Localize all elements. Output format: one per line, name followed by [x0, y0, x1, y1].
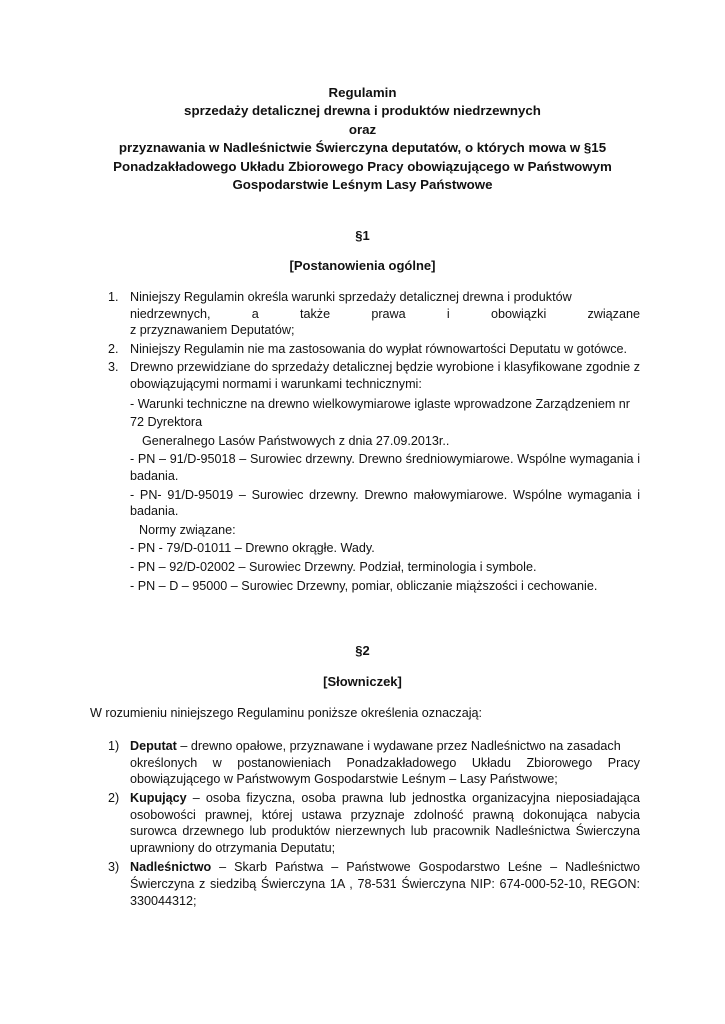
- word: określonych: [130, 755, 198, 770]
- section-1-heading: [Postanowienia ogólne]: [289, 258, 436, 273]
- section-2-heading: [Słowniczek]: [323, 674, 402, 689]
- item-number: 2.: [108, 341, 119, 356]
- item-number: 1): [108, 739, 120, 753]
- definition-text-justified: [130, 755, 640, 772]
- definition-text: obowiązującego w Państwowym Gospodarstwie Leśnym – Lasy Państwowe;: [130, 772, 558, 787]
- subitem: - Warunki techniczne na drewno wielkowymiarowe iglaste wprowadzone Zarządzeniem nr: [130, 396, 631, 411]
- section-2-intro: W rozumieniu niniejszego Regulaminu poniższe określenia oznaczają:: [90, 706, 483, 720]
- item-text: Drewno przewidziane do sprzedaży detalicznej będzie wyrobione i klasyfikowane zgodnie z obowiązującymi normami i warunkami technicznymi:: [130, 360, 640, 391]
- word: Układu: [471, 755, 512, 770]
- word: i: [446, 306, 450, 321]
- subitem: - PN – 91/D-95018 – Surowiec drzewny. Drewno średniowymiarowe. Wspólne wymagania i badania.: [130, 452, 640, 483]
- title-line: Regulamin: [328, 85, 397, 100]
- section-1-list: [96, 289, 640, 594]
- item-number: 2): [108, 790, 120, 805]
- definition-item: [98, 859, 640, 909]
- norm-item: - PN - 79/D-01011 – Drewno okrągłe. Wady.: [130, 541, 375, 556]
- norm-item: - PN – 92/D-02002 – Surowiec Drzewny. Podział, terminologia i symbole.: [130, 559, 537, 574]
- title-line: oraz: [348, 121, 377, 137]
- definition-term: Nadleśnictwo: [130, 859, 212, 874]
- definition-term: Kupujący: [130, 790, 187, 805]
- word: postanowieniach: [237, 755, 332, 770]
- word: w: [212, 755, 222, 770]
- subitem: - PN- 91/D-95019 – Surowiec drzewny. Drewno małowymiarowe. Wspólne wymagania i badania.: [130, 487, 640, 519]
- word: także: [300, 306, 331, 321]
- definition-text: – drewno opałowe, przyznawane i wydawane przez Nadleśnictwo na zasadach: [176, 739, 621, 753]
- norms-label: Normy związane:: [139, 522, 236, 537]
- section-2-mark: §2: [355, 643, 370, 658]
- item-text-line: z przyznawaniem Deputatów;: [130, 323, 295, 338]
- definition-term: Deputat: [130, 739, 177, 753]
- subitem: Generalnego Lasów Państwowych z dnia 27.09.2013r..: [142, 433, 450, 448]
- word: prawa: [371, 306, 406, 321]
- title-line: przyznawania w Nadleśnictwie Świerczyna deputatów, o których mowa w §15: [118, 140, 607, 156]
- item-number: 3.: [108, 360, 119, 375]
- word: związane: [587, 306, 640, 321]
- definition-item: [98, 790, 640, 857]
- item-number: 1.: [108, 290, 119, 304]
- title-line: Gospodarstwie Leśnym Lasy Państwowe: [232, 177, 493, 193]
- definitions-list: [98, 738, 640, 909]
- word: a: [251, 306, 259, 321]
- word: Pracy: [607, 755, 640, 770]
- title-line: sprzedaży detalicznej drewna i produktów niedrzewnych: [184, 103, 541, 119]
- word: niedrzewnych,: [130, 306, 211, 321]
- word: Ponadzakładowego: [346, 755, 457, 770]
- section-1-mark: §1: [355, 228, 370, 243]
- item-number: 3): [108, 859, 120, 874]
- document-title: [60, 84, 665, 194]
- item-text: Niniejszy Regulamin nie ma zastosowania do wypłat równowartości Deputatu w gotówce.: [130, 341, 627, 356]
- list-item: [96, 289, 640, 339]
- definition-text: – osoba fizyczna, osoba prawna lub jednostka organizacyjna nieposiadająca osobowości prawnej, której ustawa przyznaje zdolność prawną dokonująca nabycia surowca drzewnego lub produktów nierzewnych lub pracownik Nadleśnictwa Świerczyna uprawniony do otrzymania Deputatu;: [130, 790, 640, 856]
- definition-item: [98, 738, 640, 788]
- list-item: [96, 341, 640, 358]
- definition-text: – Skarb Państwa – Państwowe Gospodarstwo Leśne – Nadleśnictwo Świerczyna z siedzibą Świerczyna 1A , 78-531 Świerczyna NIP: 674-000-52-10, REGON: 330044312;: [130, 859, 640, 908]
- item-text-line-justified: [130, 306, 640, 323]
- subitem: 72 Dyrektora: [130, 415, 203, 430]
- norm-item: - PN – D – 95000 – Surowiec Drzewny, pomiar, obliczanie miąższości i cechowanie.: [130, 578, 598, 593]
- word: obowiązki: [490, 306, 547, 321]
- list-item: [96, 359, 640, 594]
- title-line: Ponadzakładowego Układu Zbiorowego Pracy obowiązującego w Państwowym: [113, 158, 612, 174]
- word: Zbiorowego: [526, 755, 593, 770]
- item-text-line: Niniejszy Regulamin określa warunki sprzedaży detalicznej drewna i produktów: [130, 290, 572, 304]
